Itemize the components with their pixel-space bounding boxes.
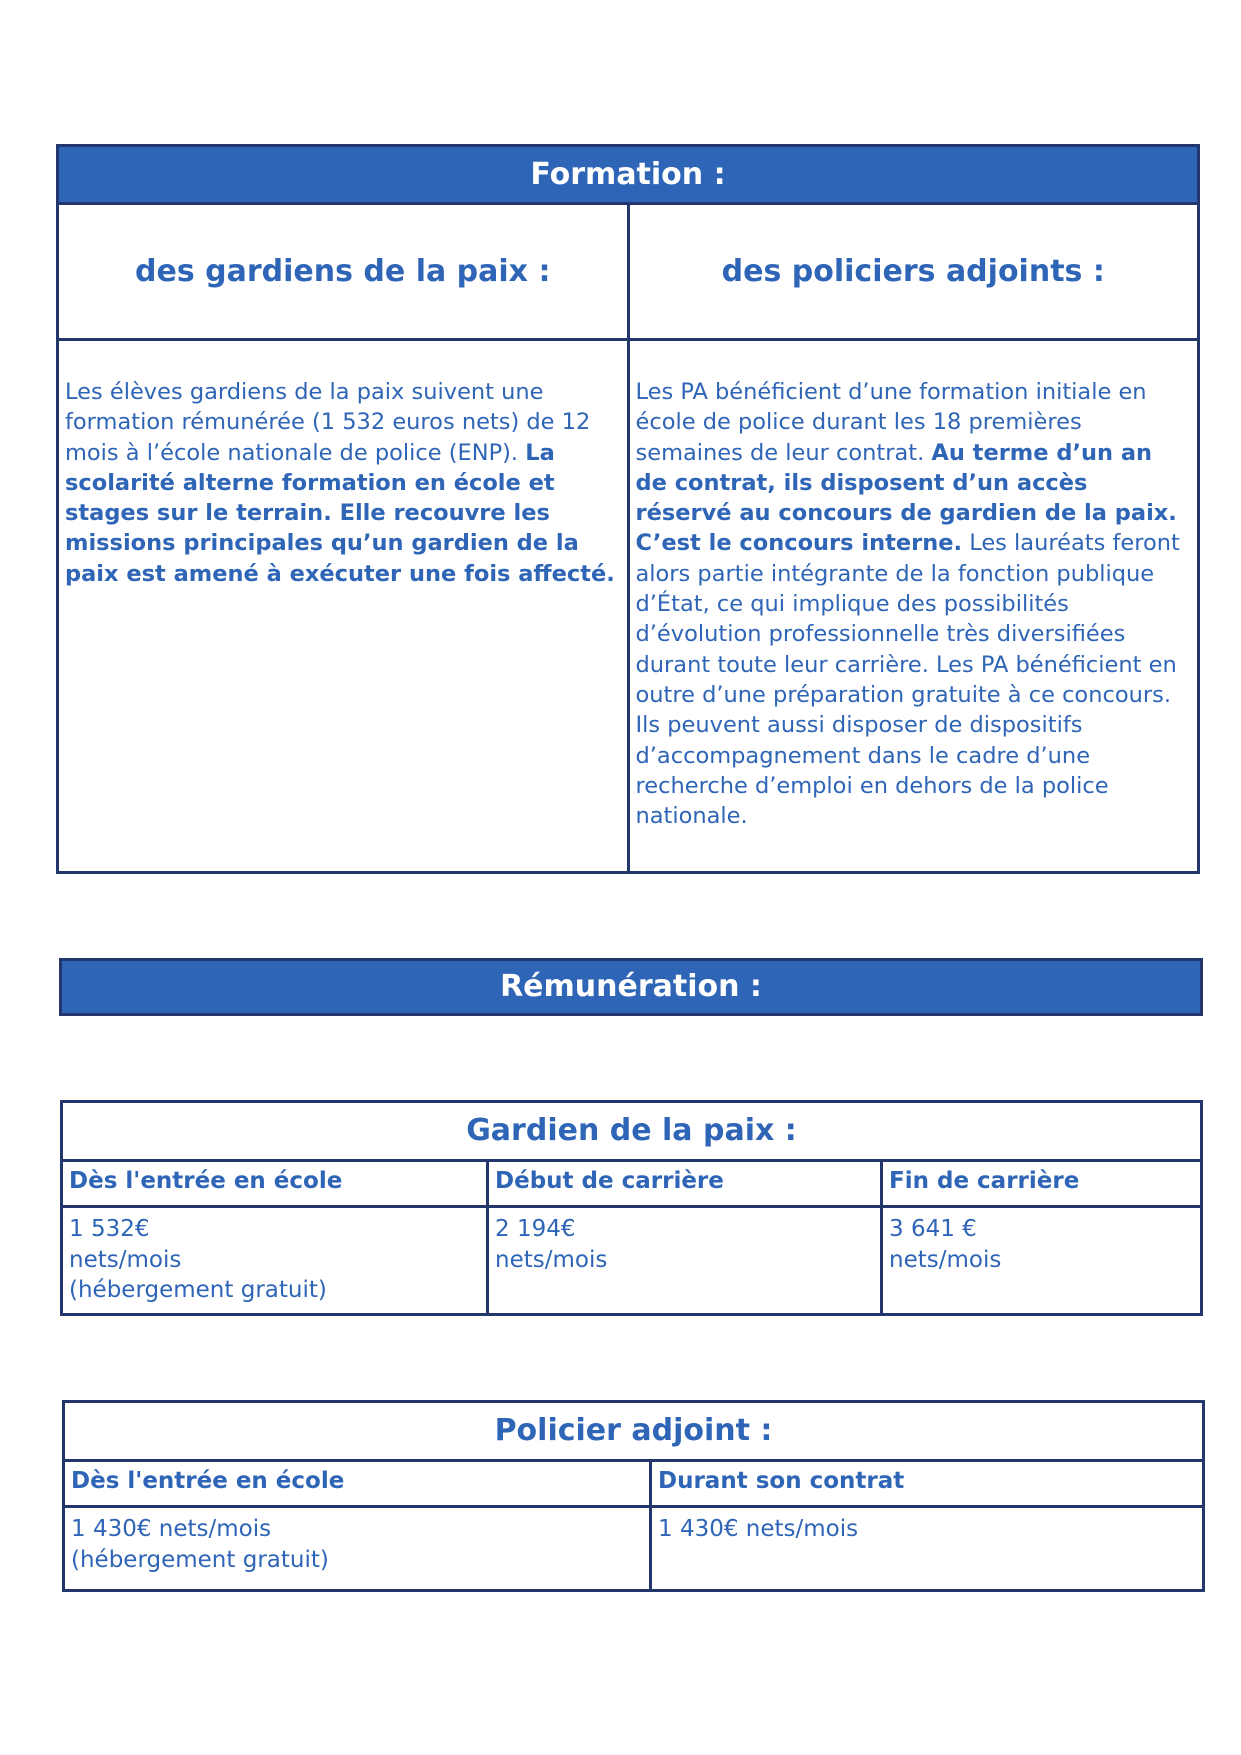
gardiens-text-normal: Les élèves gardiens de la paix suivent une formation rémunérée (1 532 euros nets) de 12 mois à l’école nationale de police (ENP).	[65, 379, 591, 466]
gardien-value-debut	[486, 1208, 880, 1313]
value-amount: 2 194€	[495, 1216, 576, 1242]
value-note: (hébergement gratuit)	[69, 1277, 327, 1303]
policiers-text-normal-1: Les PA bénéficient d’une formation initiale en école de police durant les 18 premières semaines de leur contrat.	[635, 379, 1147, 466]
gardien-header-fin: Fin de carrière	[880, 1162, 1200, 1205]
value-unit: nets/mois	[495, 1246, 608, 1273]
value-amount: 3 641 €	[889, 1216, 977, 1242]
policier-header-row	[65, 1462, 1202, 1508]
gardien-header-entree: Dès l'entrée en école	[69, 1168, 343, 1194]
value-amount: 1 430€ nets/mois	[71, 1516, 272, 1542]
value-unit: nets/mois	[889, 1246, 1002, 1273]
gardien-value-row	[63, 1208, 1200, 1313]
gardiens-text	[59, 341, 630, 871]
value-unit: nets/mois	[69, 1246, 182, 1273]
formation-headings	[59, 205, 1197, 341]
gardien-header-debut: Début de carrière	[486, 1162, 880, 1205]
remuneration-banner: Rémunération :	[59, 958, 1203, 1016]
gardien-value-fin	[880, 1208, 1200, 1313]
value-note: (hébergement gratuit)	[71, 1546, 329, 1573]
formation-body	[59, 341, 1197, 871]
policier-salary-table	[62, 1400, 1205, 1592]
value-amount: 1 430€ nets/mois	[658, 1516, 859, 1542]
gardien-header-row	[63, 1162, 1200, 1208]
policiers-text-normal-2: Les lauréats feront alors partie intégrante de la fonction publique d’État, ce qui implique des possibilités d’évolution professionnelle très diversifiées durant toute leur carrière. Les PA bénéficient en outre d’une préparation gratuite à ce concours. Ils peuvent aussi disposer de dispositifs d’accompagnement dans le cadre d’une recherche d’emploi en dehors de la police nationale.	[635, 530, 1180, 830]
formation-banner: Formation :	[59, 147, 1197, 205]
gardiens-heading: des gardiens de la paix :	[59, 205, 630, 338]
policier-value-entree	[65, 1508, 649, 1592]
policiers-text	[630, 341, 1198, 871]
policier-value-contrat	[649, 1508, 1202, 1592]
policiers-text-bold: Au terme d’un an de contrat, ils disposent d’un accès réservé au concours de gardien de la paix. C’est le concours interne.	[635, 439, 1177, 557]
policier-header-contrat: Durant son contrat	[649, 1462, 1202, 1505]
formation-section	[56, 144, 1200, 874]
gardien-value-entree	[63, 1208, 486, 1313]
policiers-heading: des policiers adjoints :	[721, 254, 1105, 289]
gardiens-text-bold: La scolarité alterne formation en école et stages sur le terrain. Elle recouvre les missions principales qu’un gardien de la paix est amené à exécuter une fois affecté.	[65, 439, 615, 587]
policier-header-entree: Dès l'entrée en école	[71, 1468, 345, 1494]
policier-value-row	[65, 1508, 1202, 1592]
gardien-table-title: Gardien de la paix :	[63, 1103, 1200, 1162]
policier-table-title: Policier adjoint :	[65, 1403, 1202, 1462]
value-amount: 1 532€	[69, 1216, 150, 1242]
gardien-salary-table	[60, 1100, 1203, 1316]
